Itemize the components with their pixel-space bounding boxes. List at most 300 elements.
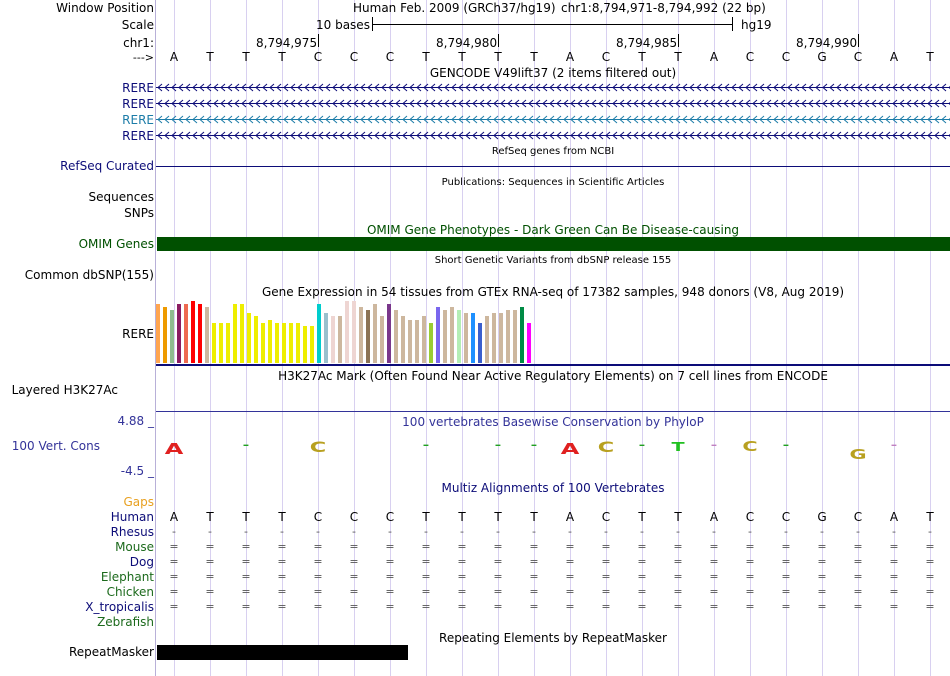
multiz-aligned-base: - (640, 525, 644, 538)
multiz-aligned-base: = (493, 555, 503, 568)
multiz-aligned-base: = (529, 585, 539, 598)
h3k27ac-track-title[interactable]: H3K27Ac Mark (Often Found Near Active Regulatory Elements) on 7 cell lines from ENCODE (278, 369, 828, 383)
gtex-tissue-bar[interactable] (380, 316, 384, 363)
multiz-human-base: C (601, 510, 611, 524)
multiz-aligned-base: = (385, 555, 395, 568)
multiz-human-base: T (278, 510, 286, 524)
multiz-aligned-base: = (241, 585, 251, 598)
multiz-aligned-base: = (745, 570, 755, 583)
cons-base-glyph: - (530, 440, 538, 451)
gencode-feature[interactable] (156, 113, 950, 126)
multiz-aligned-base: = (241, 570, 251, 583)
gtex-tissue-bar[interactable] (240, 304, 244, 363)
multiz-aligned-base: = (601, 555, 611, 568)
multiz-aligned-base: = (637, 570, 647, 583)
refseq-track-title[interactable]: RefSeq genes from NCBI (491, 146, 615, 157)
multiz-aligned-base: = (673, 585, 683, 598)
dna-base: A (889, 50, 899, 64)
multiz-aligned-base: = (781, 555, 791, 568)
dna-base: T (242, 50, 250, 64)
multiz-aligned-base: = (817, 555, 827, 568)
multiz-human-base: T (206, 510, 214, 524)
multiz-aligned-base: = (853, 585, 863, 598)
cons-base-glyph: T (671, 440, 685, 454)
publications-track-title[interactable]: Publications: Sequences in Scientific Articles (441, 177, 665, 188)
multiz-aligned-base: = (601, 585, 611, 598)
gtex-tissue-bar[interactable] (254, 316, 258, 363)
multiz-species-label[interactable]: Human (110, 510, 154, 524)
gtex-tissue-bar[interactable] (366, 310, 370, 363)
dna-base: C (853, 50, 863, 64)
gtex-tissue-bar[interactable] (457, 310, 461, 363)
multiz-aligned-base: = (205, 600, 215, 613)
multiz-aligned-base: = (781, 540, 791, 553)
multiz-aligned-base: = (925, 585, 935, 598)
multiz-aligned-base: = (709, 555, 719, 568)
multiz-aligned-base: = (889, 585, 899, 598)
multiz-human-base: G (817, 510, 827, 524)
multiz-aligned-base: = (349, 555, 359, 568)
gtex-tissue-bar[interactable] (205, 307, 209, 363)
multiz-species-label[interactable]: Zebrafish (97, 615, 154, 629)
dna-base: C (781, 50, 791, 64)
repeatmasker-track-title[interactable]: Repeating Elements by RepeatMasker (439, 631, 667, 645)
gencode-arrows (156, 81, 950, 94)
multiz-aligned-base: = (457, 585, 467, 598)
multiz-aligned-base: = (565, 570, 575, 583)
multiz-aligned-base: = (457, 600, 467, 613)
multiz-aligned-base: = (601, 600, 611, 613)
ruler-tick-label: 8,794,985 (616, 36, 678, 50)
dna-base: C (313, 50, 323, 64)
multiz-aligned-base: = (925, 570, 935, 583)
multiz-gaps-label: Gaps (123, 495, 154, 509)
multiz-species-label[interactable]: Dog (129, 555, 154, 569)
gtex-baseline (156, 364, 950, 366)
cons-base-glyph: C (742, 440, 758, 455)
gtex-tissue-bar[interactable] (324, 313, 328, 363)
multiz-species-label[interactable]: X_tropicalis (85, 600, 154, 614)
multiz-aligned-base: = (529, 555, 539, 568)
omim-feature[interactable] (157, 237, 950, 251)
gtex-tissue-bar[interactable] (513, 310, 517, 363)
multiz-aligned-base: - (784, 525, 788, 538)
gtex-tissue-bar[interactable] (443, 310, 447, 363)
dna-base: T (926, 50, 934, 64)
gtex-tissue-bar[interactable] (492, 313, 496, 363)
gtex-tissue-bar[interactable] (219, 323, 223, 363)
cons-base-glyph: - (782, 440, 790, 451)
multiz-aligned-base: = (817, 540, 827, 553)
multiz-aligned-base: = (241, 540, 251, 553)
multiz-aligned-base: = (601, 540, 611, 553)
multiz-human-base: T (494, 510, 502, 524)
multiz-aligned-base: - (748, 525, 752, 538)
gencode-arrows (156, 129, 950, 142)
multiz-aligned-base: = (853, 570, 863, 583)
cons-base-glyph: G (849, 448, 867, 463)
gencode-feature[interactable] (156, 81, 950, 94)
gtex-tissue-bar[interactable] (163, 307, 167, 363)
dbsnp-track-label[interactable]: Common dbSNP(155) (24, 268, 154, 282)
multiz-human-base: A (889, 510, 899, 524)
dbsnp-track-title[interactable]: Short Genetic Variants from dbSNP release 155 (434, 255, 672, 266)
multiz-human-base: C (745, 510, 755, 524)
multiz-aligned-base: = (349, 570, 359, 583)
multiz-aligned-base: = (709, 540, 719, 553)
multiz-aligned-base: = (349, 600, 359, 613)
multiz-aligned-base: = (889, 555, 899, 568)
multiz-aligned-base: = (241, 555, 251, 568)
multiz-aligned-base: = (781, 570, 791, 583)
omim-track-label[interactable]: OMIM Genes (78, 237, 154, 251)
gtex-tissue-bar[interactable] (436, 307, 440, 363)
ruler-tick-label: 8,794,980 (436, 36, 498, 50)
gtex-tissue-bar[interactable] (310, 326, 314, 363)
dna-base: C (349, 50, 359, 64)
gencode-item-label[interactable]: RERE (122, 113, 154, 127)
gtex-tissue-bar[interactable] (303, 326, 307, 363)
multiz-species-label[interactable]: Rhesus (110, 525, 154, 539)
db-label: hg19 (741, 18, 772, 32)
publications-snps-label[interactable]: SNPs (124, 206, 154, 220)
multiz-aligned-base: = (745, 555, 755, 568)
multiz-aligned-base: = (565, 555, 575, 568)
multiz-aligned-base: = (925, 540, 935, 553)
gtex-tissue-bar[interactable] (289, 323, 293, 363)
publications-sequences-label[interactable]: Sequences (88, 190, 154, 204)
multiz-aligned-base: = (493, 570, 503, 583)
multiz-aligned-base: - (172, 525, 176, 538)
multiz-aligned-base: = (421, 585, 431, 598)
cons-base-glyph: A (164, 440, 184, 458)
gencode-arrows (156, 97, 950, 110)
gtex-tissue-bar[interactable] (338, 316, 342, 363)
multiz-aligned-base: = (457, 540, 467, 553)
multiz-aligned-base: = (745, 585, 755, 598)
gtex-track-label[interactable]: RERE (122, 327, 154, 341)
gencode-item-label[interactable]: RERE (122, 81, 154, 95)
multiz-human-base: T (242, 510, 250, 524)
multiz-aligned-base: = (277, 570, 287, 583)
multiz-aligned-base: = (277, 585, 287, 598)
multiz-human-base: C (781, 510, 791, 524)
multiz-aligned-base: = (673, 540, 683, 553)
multiz-human-base: C (313, 510, 323, 524)
multiz-human-base: T (530, 510, 538, 524)
multiz-aligned-base: = (925, 555, 935, 568)
multiz-aligned-base: = (493, 540, 503, 553)
multiz-aligned-base: - (460, 525, 464, 538)
ruler-tick-label: 8,794,990 (796, 36, 858, 50)
multiz-aligned-base: = (889, 540, 899, 553)
cons-track-label[interactable]: 100 Vert. Cons (11, 439, 100, 453)
repeatmasker-feature[interactable] (157, 645, 408, 660)
gencode-item-label[interactable]: RERE (122, 129, 154, 143)
multiz-aligned-base: - (604, 525, 608, 538)
multiz-aligned-base: - (316, 525, 320, 538)
strand-label: ---> (132, 51, 154, 64)
gtex-tissue-bar[interactable] (506, 310, 510, 363)
multiz-aligned-base: = (457, 555, 467, 568)
multiz-aligned-base: = (529, 600, 539, 613)
multiz-aligned-base: = (673, 555, 683, 568)
multiz-aligned-base: = (493, 600, 503, 613)
position-text: chr1:8,794,971-8,794,992 (22 bp) (561, 1, 766, 15)
gtex-tissue-bar[interactable] (359, 307, 363, 363)
dna-base: T (422, 50, 430, 64)
multiz-aligned-base: = (529, 570, 539, 583)
multiz-species-label[interactable]: Chicken (106, 585, 154, 599)
cons-track-title[interactable]: 100 vertebrates Basewise Conservation by PhyloP (402, 415, 704, 429)
cons-min-label: -4.5 _ (120, 464, 154, 478)
dna-base: T (638, 50, 646, 64)
ruler-tick-label: 8,794,975 (256, 36, 318, 50)
gencode-feature[interactable] (156, 129, 950, 142)
cons-base-glyph: C (597, 440, 615, 456)
multiz-aligned-base: = (385, 570, 395, 583)
repeatmasker-track-label[interactable]: RepeatMasker (68, 645, 154, 659)
multiz-aligned-base: = (817, 570, 827, 583)
gtex-tissue-bar[interactable] (156, 304, 160, 363)
gencode-feature[interactable] (156, 97, 950, 110)
multiz-track-title[interactable]: Multiz Alignments of 100 Vertebrates (441, 481, 665, 495)
gtex-tissue-bar[interactable] (191, 301, 195, 363)
gtex-tissue-bar[interactable] (408, 320, 412, 363)
gtex-tissue-bar[interactable] (464, 313, 468, 363)
multiz-aligned-base: = (493, 585, 503, 598)
cons-base-glyph: - (710, 440, 718, 451)
gtex-tissue-bar[interactable] (226, 323, 230, 363)
gtex-tissue-bar[interactable] (247, 313, 251, 363)
multiz-aligned-base: = (745, 600, 755, 613)
dna-base: C (601, 50, 611, 64)
refseq-track-label[interactable]: RefSeq Curated (60, 159, 154, 173)
gtex-tissue-bar[interactable] (268, 320, 272, 363)
assembly-title: Human Feb. 2009 (GRCh37/hg19) (353, 1, 556, 15)
gtex-tissue-bar[interactable] (275, 323, 279, 363)
gtex-tissue-bar[interactable] (198, 304, 202, 363)
multiz-aligned-base: = (169, 585, 179, 598)
gtex-tissue-bar[interactable] (177, 304, 181, 363)
gtex-tissue-bar[interactable] (212, 323, 216, 363)
scale-text: 10 bases (316, 18, 370, 32)
gtex-tissue-bar[interactable] (282, 323, 286, 363)
cons-base-glyph: - (242, 440, 250, 451)
multiz-species-label[interactable]: Mouse (115, 540, 154, 554)
multiz-aligned-base: = (781, 600, 791, 613)
multiz-aligned-base: = (601, 570, 611, 583)
multiz-human-base: A (169, 510, 179, 524)
multiz-aligned-base: - (496, 525, 500, 538)
multiz-aligned-base: - (568, 525, 572, 538)
dna-base: C (385, 50, 395, 64)
multiz-aligned-base: = (853, 600, 863, 613)
dna-base: G (817, 50, 827, 64)
multiz-aligned-base: = (709, 600, 719, 613)
multiz-aligned-base: = (421, 600, 431, 613)
ruler-tick (498, 34, 499, 47)
multiz-aligned-base: = (349, 585, 359, 598)
multiz-aligned-base: = (205, 540, 215, 553)
cons-base-glyph: - (638, 440, 646, 451)
ruler-tick (858, 34, 859, 47)
multiz-human-base: T (674, 510, 682, 524)
multiz-aligned-base: - (892, 525, 896, 538)
dna-base: T (278, 50, 286, 64)
multiz-aligned-base: = (673, 600, 683, 613)
dna-base: C (745, 50, 755, 64)
gtex-tissue-bar[interactable] (499, 313, 503, 363)
gtex-tissue-bar[interactable] (520, 307, 524, 363)
gtex-tissue-bar[interactable] (331, 316, 335, 363)
gtex-tissue-bar[interactable] (184, 304, 188, 363)
multiz-human-base: C (385, 510, 395, 524)
gtex-tissue-bar[interactable] (170, 310, 174, 363)
scale-bar-right (732, 17, 733, 31)
multiz-aligned-base: = (853, 540, 863, 553)
multiz-aligned-base: = (385, 600, 395, 613)
ruler-tick (678, 34, 679, 47)
refseq-feature-line[interactable] (156, 166, 950, 167)
h3k27ac-track-label[interactable]: Layered H3K27Ac (11, 383, 118, 397)
multiz-aligned-base: = (169, 570, 179, 583)
multiz-aligned-base: = (277, 600, 287, 613)
gtex-tissue-bar[interactable] (373, 304, 377, 363)
gtex-tissue-bar[interactable] (345, 301, 349, 363)
multiz-aligned-base: - (244, 525, 248, 538)
multiz-human-base: A (565, 510, 575, 524)
multiz-aligned-base: = (637, 585, 647, 598)
multiz-aligned-base: = (313, 585, 323, 598)
multiz-aligned-base: = (925, 600, 935, 613)
multiz-aligned-base: = (205, 555, 215, 568)
multiz-aligned-base: = (277, 540, 287, 553)
multiz-aligned-base: = (349, 540, 359, 553)
multiz-aligned-base: = (529, 540, 539, 553)
omim-track-title[interactable]: OMIM Gene Phenotypes - Dark Green Can Be Disease-causing (366, 223, 740, 237)
multiz-aligned-base: = (313, 555, 323, 568)
multiz-aligned-base: = (889, 600, 899, 613)
dna-base: A (565, 50, 575, 64)
multiz-aligned-base: = (205, 585, 215, 598)
multiz-aligned-base: = (565, 540, 575, 553)
multiz-aligned-base: = (565, 585, 575, 598)
multiz-aligned-base: = (277, 555, 287, 568)
cons-base-glyph: C (309, 440, 327, 456)
dna-base: T (206, 50, 214, 64)
gtex-tissue-bar[interactable] (261, 323, 265, 363)
multiz-aligned-base: = (853, 555, 863, 568)
multiz-human-base: C (853, 510, 863, 524)
gtex-track-title[interactable]: Gene Expression in 54 tissues from GTEx RNA-seq of 17382 samples, 948 donors (V8, Aug 2019) (261, 285, 845, 299)
multiz-aligned-base: = (421, 570, 431, 583)
gtex-tissue-bar[interactable] (233, 304, 237, 363)
gtex-tissue-bar[interactable] (527, 323, 531, 363)
multiz-aligned-base: = (457, 570, 467, 583)
gtex-tissue-bar[interactable] (478, 323, 482, 363)
multiz-aligned-base: = (745, 540, 755, 553)
multiz-aligned-base: - (208, 525, 212, 538)
gtex-tissue-bar[interactable] (317, 304, 321, 363)
cons-base-glyph: - (890, 440, 898, 451)
dna-base: T (458, 50, 466, 64)
gencode-item-label[interactable]: RERE (122, 97, 154, 111)
multiz-aligned-base: = (169, 600, 179, 613)
multiz-aligned-base: = (565, 600, 575, 613)
cons-base-glyph: - (422, 440, 430, 451)
multiz-aligned-base: = (709, 585, 719, 598)
gtex-tissue-bar[interactable] (429, 323, 433, 363)
multiz-aligned-base: = (709, 570, 719, 583)
multiz-human-base: C (349, 510, 359, 524)
gtex-tissue-bar[interactable] (450, 307, 454, 363)
gtex-tissue-bar[interactable] (387, 304, 391, 363)
multiz-aligned-base: = (673, 570, 683, 583)
cons-base-glyph: - (494, 440, 502, 451)
multiz-aligned-base: = (313, 600, 323, 613)
cons-base-glyph: A (560, 440, 580, 458)
chrom-label: chr1: (123, 36, 154, 50)
gtex-tissue-bar[interactable] (471, 313, 475, 363)
multiz-aligned-base: = (817, 585, 827, 598)
gtex-tissue-bar[interactable] (422, 316, 426, 363)
multiz-aligned-base: - (856, 525, 860, 538)
gtex-tissue-bar[interactable] (485, 316, 489, 363)
gtex-tissue-bar[interactable] (401, 316, 405, 363)
multiz-aligned-base: - (820, 525, 824, 538)
multiz-aligned-base: = (205, 570, 215, 583)
multiz-aligned-base: = (781, 585, 791, 598)
multiz-aligned-base: - (280, 525, 284, 538)
multiz-aligned-base: = (169, 555, 179, 568)
multiz-human-base: T (638, 510, 646, 524)
window-position-label: Window Position (56, 1, 154, 15)
gencode-track-title[interactable]: GENCODE V49lift37 (2 items filtered out) (429, 66, 677, 80)
dna-base: T (674, 50, 682, 64)
cons-max-label: 4.88 _ (117, 414, 154, 428)
multiz-human-base: T (926, 510, 934, 524)
gencode-arrows (156, 113, 950, 126)
multiz-human-base: A (709, 510, 719, 524)
multiz-aligned-base: = (241, 600, 251, 613)
multiz-aligned-base: = (169, 540, 179, 553)
gtex-tissue-bar[interactable] (394, 310, 398, 363)
multiz-aligned-base: = (385, 585, 395, 598)
multiz-aligned-base: - (532, 525, 536, 538)
dna-base: T (494, 50, 502, 64)
gtex-tissue-bar[interactable] (352, 301, 356, 363)
multiz-aligned-base: = (313, 570, 323, 583)
gtex-tissue-bar[interactable] (415, 320, 419, 363)
multiz-aligned-base: = (889, 570, 899, 583)
multiz-aligned-base: - (352, 525, 356, 538)
multiz-aligned-base: = (313, 540, 323, 553)
dna-base: A (709, 50, 719, 64)
gencode-track-labels (122, 80, 154, 144)
multiz-human-base: T (458, 510, 466, 524)
scale-bar (372, 24, 733, 25)
multiz-aligned-base: - (388, 525, 392, 538)
multiz-species-label[interactable]: Elephant (100, 570, 154, 584)
ruler-tick (318, 34, 319, 47)
h3k27ac-baseline (156, 411, 950, 412)
dna-base: A (169, 50, 179, 64)
dna-base: T (530, 50, 538, 64)
gtex-tissue-bar[interactable] (296, 323, 300, 363)
multiz-aligned-base: = (421, 540, 431, 553)
multiz-aligned-base: = (817, 600, 827, 613)
